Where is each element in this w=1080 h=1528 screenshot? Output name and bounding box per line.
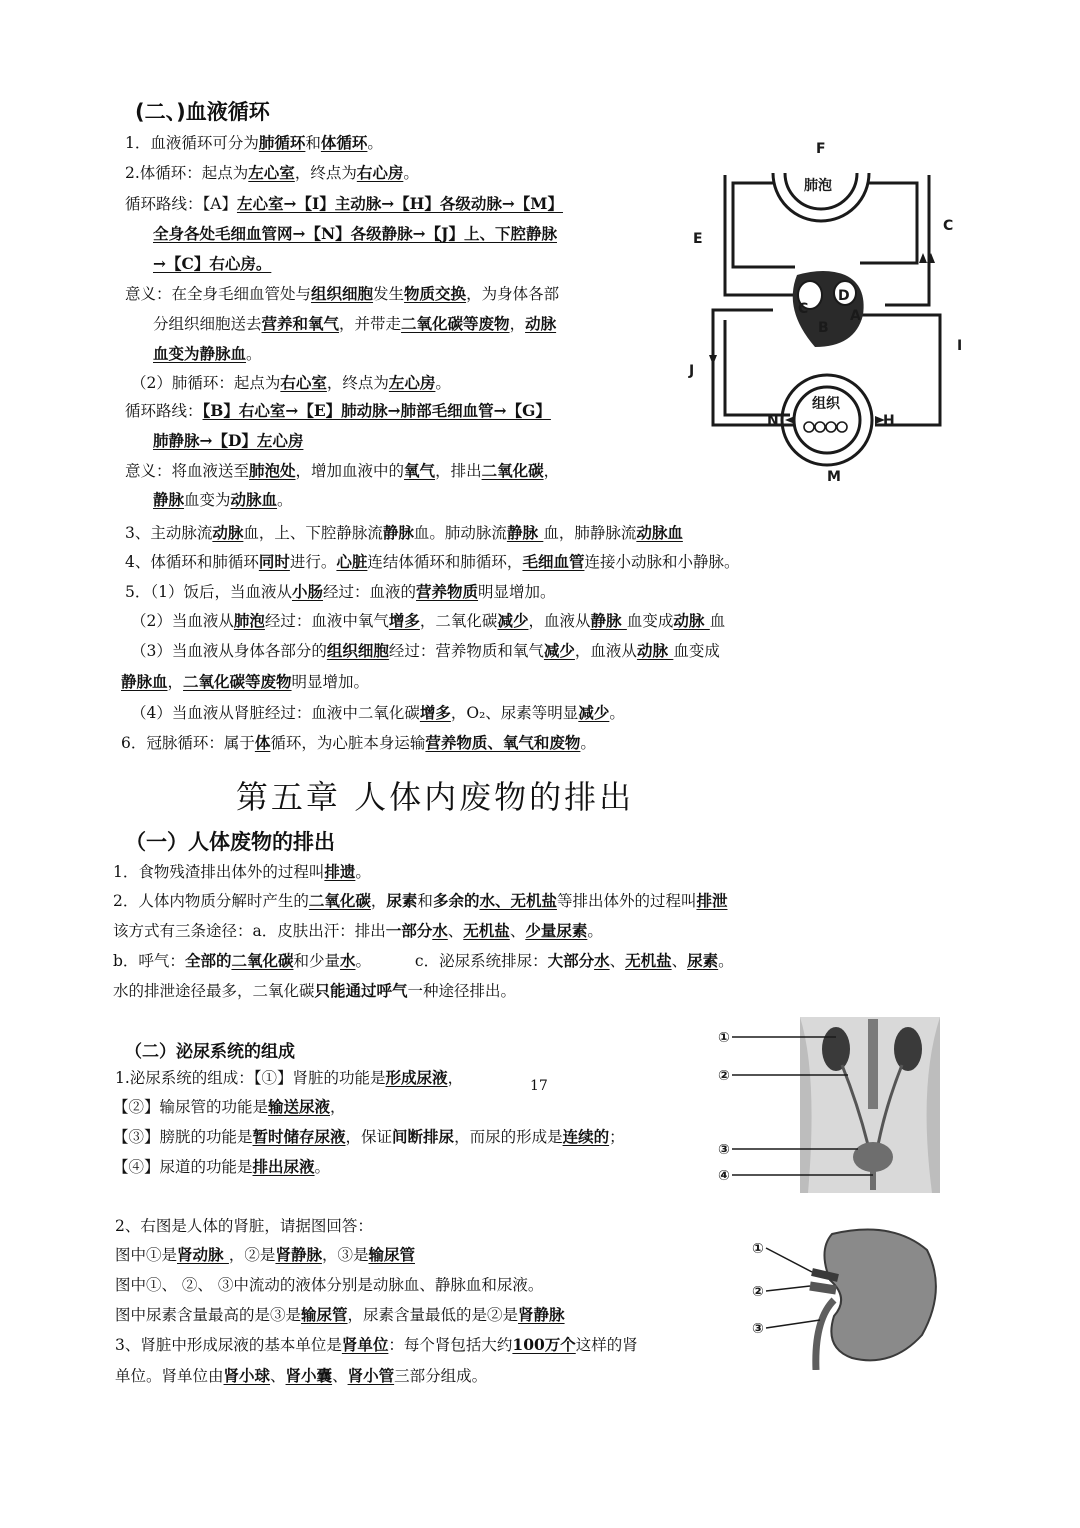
excr-line-4: b．呼气：全部的二氧化碳和少量水。 c．泌尿系统排尿：大部分水、无机盐、尿素。 [113, 951, 734, 970]
q3-line-a: 3、肾脏中形成尿液的基本单位是肾单位：每个肾包括大约100万个这样的肾 [115, 1335, 638, 1354]
pointer-line [766, 1320, 820, 1328]
label-h: H [883, 413, 895, 429]
outer-return-path [725, 175, 795, 295]
circ-line-9: （2）肺循环：起点为右心室，终点为左心房。 [131, 373, 451, 392]
label-tissue: 组织 [812, 396, 840, 412]
label-d: D [838, 288, 850, 304]
uri-line-2: 【②】输尿管的功能是输送尿液， [113, 1097, 346, 1116]
circ-line-6: 意义：在全身毛细血管处与组织细胞发生物质交换，为身体各部 [125, 284, 560, 303]
page-number: 17 [530, 1078, 548, 1094]
circ-line-19: 静脉血，二氧化碳等废物明显增加。 [121, 672, 370, 691]
circ-line-3: 循环路线：【A】左心室→【I】主动脉→【H】各级动脉→【M】 [125, 194, 563, 213]
inner-vena-path [725, 320, 790, 415]
label-a: A [850, 308, 861, 324]
tissue-cell [804, 422, 814, 432]
renal-vein [810, 1286, 836, 1290]
outer-aorta-path [885, 175, 929, 305]
label-m: M [827, 469, 841, 485]
section-title-waste: （一）人体废物的排出 [125, 830, 335, 854]
q3-line-b: 单位。肾单位由肾小球、肾小囊、肾小管三部分组成。 [115, 1366, 488, 1385]
excr-line-5: 水的排泄途径最多，二氧化碳只能通过呼气一种途径排出。 [113, 981, 517, 1000]
section-title-blood-circulation: (二、)血液循环 [135, 100, 270, 124]
circ-line-8: 血变为静脉血。 [153, 344, 262, 363]
tissue-cell [826, 422, 836, 432]
circ-line-7: 分组织细胞送去营养和氧气，并带走二氧化碳等废物，动脉 [153, 314, 557, 333]
circ-line-4: 全身各处毛细血管网→【N】各级静脉→【J】上、下腔静脉 [153, 224, 557, 243]
label-e: E [693, 231, 703, 247]
kidney-figure [752, 1220, 952, 1370]
circ-line-13: 静脉血变为动脉血。 [153, 490, 293, 509]
circ-line-16: 5．（1）饭后，当血液从小肠经过：血液的营养物质明显增加。 [125, 582, 556, 601]
q2-line-a: 图中①是肾动脉 ，②是肾静脉，③是输尿管 [115, 1245, 415, 1264]
q2-line-c: 图中尿素含量最高的是③是输尿管，尿素含量最低的是②是肾静脉 [115, 1305, 565, 1324]
q2-line-intro: 2、右图是人体的肾脏，请据图回答： [115, 1217, 373, 1235]
pointer-line [766, 1286, 810, 1291]
q2-line-b: 图中①、 ②、 ③中流动的液体分别是动脉血、静脉血和尿液。 [115, 1276, 544, 1294]
label-c: C [798, 301, 809, 317]
label-2: ② [718, 1068, 730, 1084]
label-1: ① [718, 1030, 730, 1046]
circ-line-11: 肺静脉→【D】左心房 [153, 431, 304, 450]
tissue-cell [837, 422, 847, 432]
pulmonary-vein-path [733, 183, 795, 267]
label-j: J [689, 363, 695, 379]
label-1: ① [752, 1241, 764, 1257]
urinary-system-figure [718, 1015, 948, 1195]
label-2: ② [752, 1284, 764, 1300]
circulation-diagram [685, 135, 975, 490]
pulmonary-artery-path [860, 183, 917, 263]
label-i: I [957, 338, 963, 354]
chapter-title: 第五章 人体内废物的排出 [235, 778, 635, 816]
circ-line-20: （4）当血液从肾脏经过：血液中二氧化碳增多，O₂、尿素等明显减少。 [131, 703, 625, 722]
circ-line-15: 4、体循环和肺循环同时进行。心脏连结体循环和肺循环，毛细血管连接小动脉和小静脉。 [125, 552, 740, 571]
label-b: B [818, 320, 829, 336]
urethra [870, 1170, 876, 1190]
excr-line-2: 2．人体内物质分解时产生的二氧化碳，尿素和多余的水、无机盐等排出体外的过程叫排泄 [113, 891, 728, 910]
left-kidney [822, 1027, 850, 1071]
label-c-right: C [943, 218, 954, 234]
circ-line-5: →【C】右心房。 [153, 254, 272, 273]
label-3: ③ [718, 1142, 730, 1158]
right-kidney [894, 1027, 922, 1071]
section-title-urinary: （二）泌尿系统的组成 [125, 1042, 295, 1062]
circ-line-1: 1．血液循环可分为肺循环和体循环。 [125, 133, 383, 152]
circ-line-12: 意义：将血液送至肺泡处，增加血液中的氧气，排出二氧化碳， [125, 461, 560, 480]
circ-line-21: 6．冠脉循环：属于体循环，为心脏本身运输营养物质、氧气和废物。 [121, 733, 596, 752]
label-alveolus: 肺泡 [804, 178, 832, 194]
uri-line-4: 【④】尿道的功能是排出尿液。 [113, 1157, 331, 1176]
bladder [853, 1142, 893, 1172]
circ-line-2: 2.体循环：起点为左心室，终点为右心房。 [125, 163, 419, 182]
arrow-icon [919, 253, 927, 263]
excr-line-1: 1．食物残渣排出体外的过程叫排遗。 [113, 862, 371, 881]
circ-line-10: 循环路线：【B】右心室→【E】肺动脉→肺部毛细血管→【G】 [125, 401, 551, 420]
label-n: N [767, 413, 779, 429]
arrow-icon [785, 416, 795, 424]
excr-line-3: 该方式有三条途径：a．皮肤出汗：排出一部分水、无机盐、少量尿素。 [113, 921, 603, 940]
label-f: F [816, 141, 826, 157]
uri-line-1: 1.泌尿系统的组成：【①】肾脏的功能是形成尿液， [115, 1068, 464, 1087]
circ-line-17: （2）当血液从肺泡经过：血液中氧气增多，二氧化碳减少，血液从静脉 血变成动脉 血 [131, 611, 726, 630]
circ-line-18: （3）当血液从身体各部分的组织细胞经过：营养物质和氧气减少，血液从动脉 血变成 [131, 641, 720, 660]
aorta-vessel [868, 1019, 878, 1109]
label-4: ④ [718, 1168, 730, 1184]
uri-line-3: 【③】膀胱的功能是暂时储存尿液，保证间断排尿，而尿的形成是连续的； [113, 1127, 625, 1146]
circ-line-14: 3、主动脉流动脉血，上、下腔静脉流静脉血。肺动脉流静脉 血，肺静脉流动脉血 [125, 523, 683, 542]
arrow-icon [709, 355, 717, 365]
tissue-cell [815, 422, 825, 432]
label-3: ③ [752, 1321, 764, 1337]
kidney-shape [824, 1230, 935, 1361]
pointer-line [766, 1248, 812, 1272]
